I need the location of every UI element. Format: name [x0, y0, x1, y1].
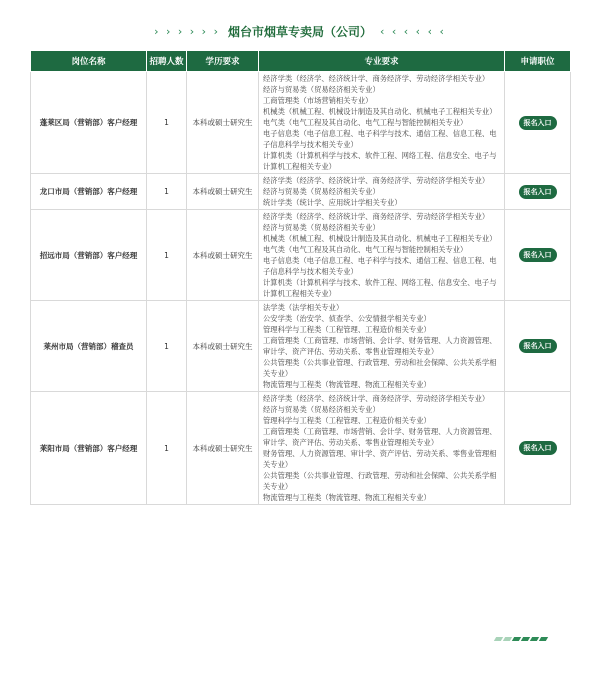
apply-cell [505, 174, 571, 210]
major-requirements [259, 392, 505, 505]
position-name: 莱州市局（营销部）稽查员 [31, 301, 147, 392]
major-requirements [259, 72, 505, 174]
major-item: 管理科学与工程类（工程管理、工程造价相关专业） [263, 416, 431, 425]
education-requirement: 本科或硕士研究生 [187, 392, 259, 505]
apply-cell [505, 72, 571, 174]
major-item: 经济与贸易类（贸易经济相关专业） [263, 223, 380, 232]
table-row [31, 72, 571, 174]
position-name: 莱阳市局（营销部）客户经理 [31, 392, 147, 505]
col-header-education: 学历要求 [187, 51, 259, 72]
major-item: 财务管理、人力资源管理、审计学、资产评估、劳动关系、零售业管理相关专业） [263, 449, 497, 469]
major-item: 电气类（电气工程及其自动化、电气工程与智能控制相关专业） [263, 118, 468, 127]
table-row [31, 392, 571, 505]
major-item: 物流管理与工程类（物流管理、物流工程相关专业） [263, 493, 431, 502]
apply-button[interactable]: 报名入口 [519, 116, 557, 130]
deco-stripe [539, 637, 548, 641]
major-item: 统计学类（统计学、应用统计学相关专业） [263, 198, 402, 207]
position-name: 招远市局（营销部）客户经理 [31, 210, 147, 301]
recruit-count: 1 [147, 392, 187, 505]
major-item: 法学类（法学相关专业） [263, 303, 344, 312]
education-requirement: 本科或硕士研究生 [187, 174, 259, 210]
major-item: 计算机类（计算机科学与技术、软件工程、网络工程、信息安全、电子与计算机工程相关专业） [263, 278, 497, 298]
major-item: 经济与贸易类（贸易经济相关专业） [263, 405, 380, 414]
major-item: 管理科学与工程类（工程管理、工程造价相关专业） [263, 325, 431, 334]
table-header-row [31, 51, 571, 72]
major-item: 工商管理类（市场营销相关专业） [263, 96, 373, 105]
page-title: 烟台市烟草专卖局（公司） [227, 24, 372, 39]
recruit-count: 1 [147, 301, 187, 392]
major-requirements [259, 301, 505, 392]
col-header-position: 岗位名称 [31, 51, 147, 72]
apply-button[interactable]: 报名入口 [519, 339, 557, 353]
major-item: 公共管理类（公共事业管理、行政管理、劳动和社会保障、公共关系学相关专业） [263, 358, 497, 378]
recruit-count: 1 [147, 210, 187, 301]
table-row [31, 301, 571, 392]
major-item: 经济学类（经济学、经济统计学、商务经济学、劳动经济学相关专业） [263, 394, 490, 403]
recruit-count: 1 [147, 72, 187, 174]
major-item: 公安学类（治安学、侦查学、公安情报学相关专业） [263, 314, 431, 323]
col-header-count: 招聘人数 [147, 51, 187, 72]
apply-cell [505, 210, 571, 301]
major-item: 计算机类（计算机科学与技术、软件工程、网络工程、信息安全、电子与计算机工程相关专业） [263, 151, 497, 171]
apply-button[interactable]: 报名入口 [519, 248, 557, 262]
section-title-bar [0, 20, 600, 42]
major-item: 机械类（机械工程、机械设计制造及其自动化、机械电子工程相关专业） [263, 234, 497, 243]
major-item: 公共管理类（公共事业管理、行政管理、劳动和社会保障、公共关系学相关专业） [263, 471, 497, 491]
apply-button[interactable]: 报名入口 [519, 441, 557, 455]
job-table [30, 50, 571, 505]
education-requirement: 本科或硕士研究生 [187, 301, 259, 392]
major-item: 工商管理类（工商管理、市场营销、会计学、财务管理、人力资源管理、审计学、资产评估、劳动关系、零售业管理相关专业） [263, 427, 497, 447]
major-item: 经济学类（经济学、经济统计学、商务经济学、劳动经济学相关专业） [263, 176, 490, 185]
major-requirements [259, 174, 505, 210]
table-row [31, 210, 571, 301]
position-name: 龙口市局（营销部）客户经理 [31, 174, 147, 210]
col-header-majors: 专业要求 [259, 51, 505, 72]
apply-button[interactable]: 报名入口 [519, 185, 557, 199]
footer-decoration [495, 637, 547, 641]
major-item: 工商管理类（工商管理、市场营销、会计学、财务管理、人力资源管理、审计学、资产评估、劳动关系、零售业管理相关专业） [263, 336, 497, 356]
education-requirement: 本科或硕士研究生 [187, 72, 259, 174]
major-item: 电子信息类（电子信息工程、电子科学与技术、通信工程、信息工程、电子信息科学与技术相关专业） [263, 256, 497, 276]
chevron-right-icons: › › › › › › [154, 24, 220, 38]
position-name: 蓬莱区局（营销部）客户经理 [31, 72, 147, 174]
education-requirement: 本科或硕士研究生 [187, 210, 259, 301]
major-item: 经济学类（经济学、经济统计学、商务经济学、劳动经济学相关专业） [263, 74, 490, 83]
major-item: 电气类（电气工程及其自动化、电气工程与智能控制相关专业） [263, 245, 468, 254]
apply-cell [505, 301, 571, 392]
major-item: 机械类（机械工程、机械设计制造及其自动化、机械电子工程相关专业） [263, 107, 497, 116]
col-header-apply: 申请职位 [505, 51, 571, 72]
major-item: 经济与贸易类（贸易经济相关专业） [263, 85, 380, 94]
major-item: 电子信息类（电子信息工程、电子科学与技术、通信工程、信息工程、电子信息科学与技术相关专业） [263, 129, 497, 149]
apply-cell [505, 392, 571, 505]
major-item: 物流管理与工程类（物流管理、物流工程相关专业） [263, 380, 431, 389]
table-row [31, 174, 571, 210]
major-item: 经济学类（经济学、经济统计学、商务经济学、劳动经济学相关专业） [263, 212, 490, 221]
recruit-count: 1 [147, 174, 187, 210]
chevron-left-icons: ‹ ‹ ‹ ‹ ‹ ‹ [380, 24, 446, 38]
major-requirements [259, 210, 505, 301]
major-item: 经济与贸易类（贸易经济相关专业） [263, 187, 380, 196]
